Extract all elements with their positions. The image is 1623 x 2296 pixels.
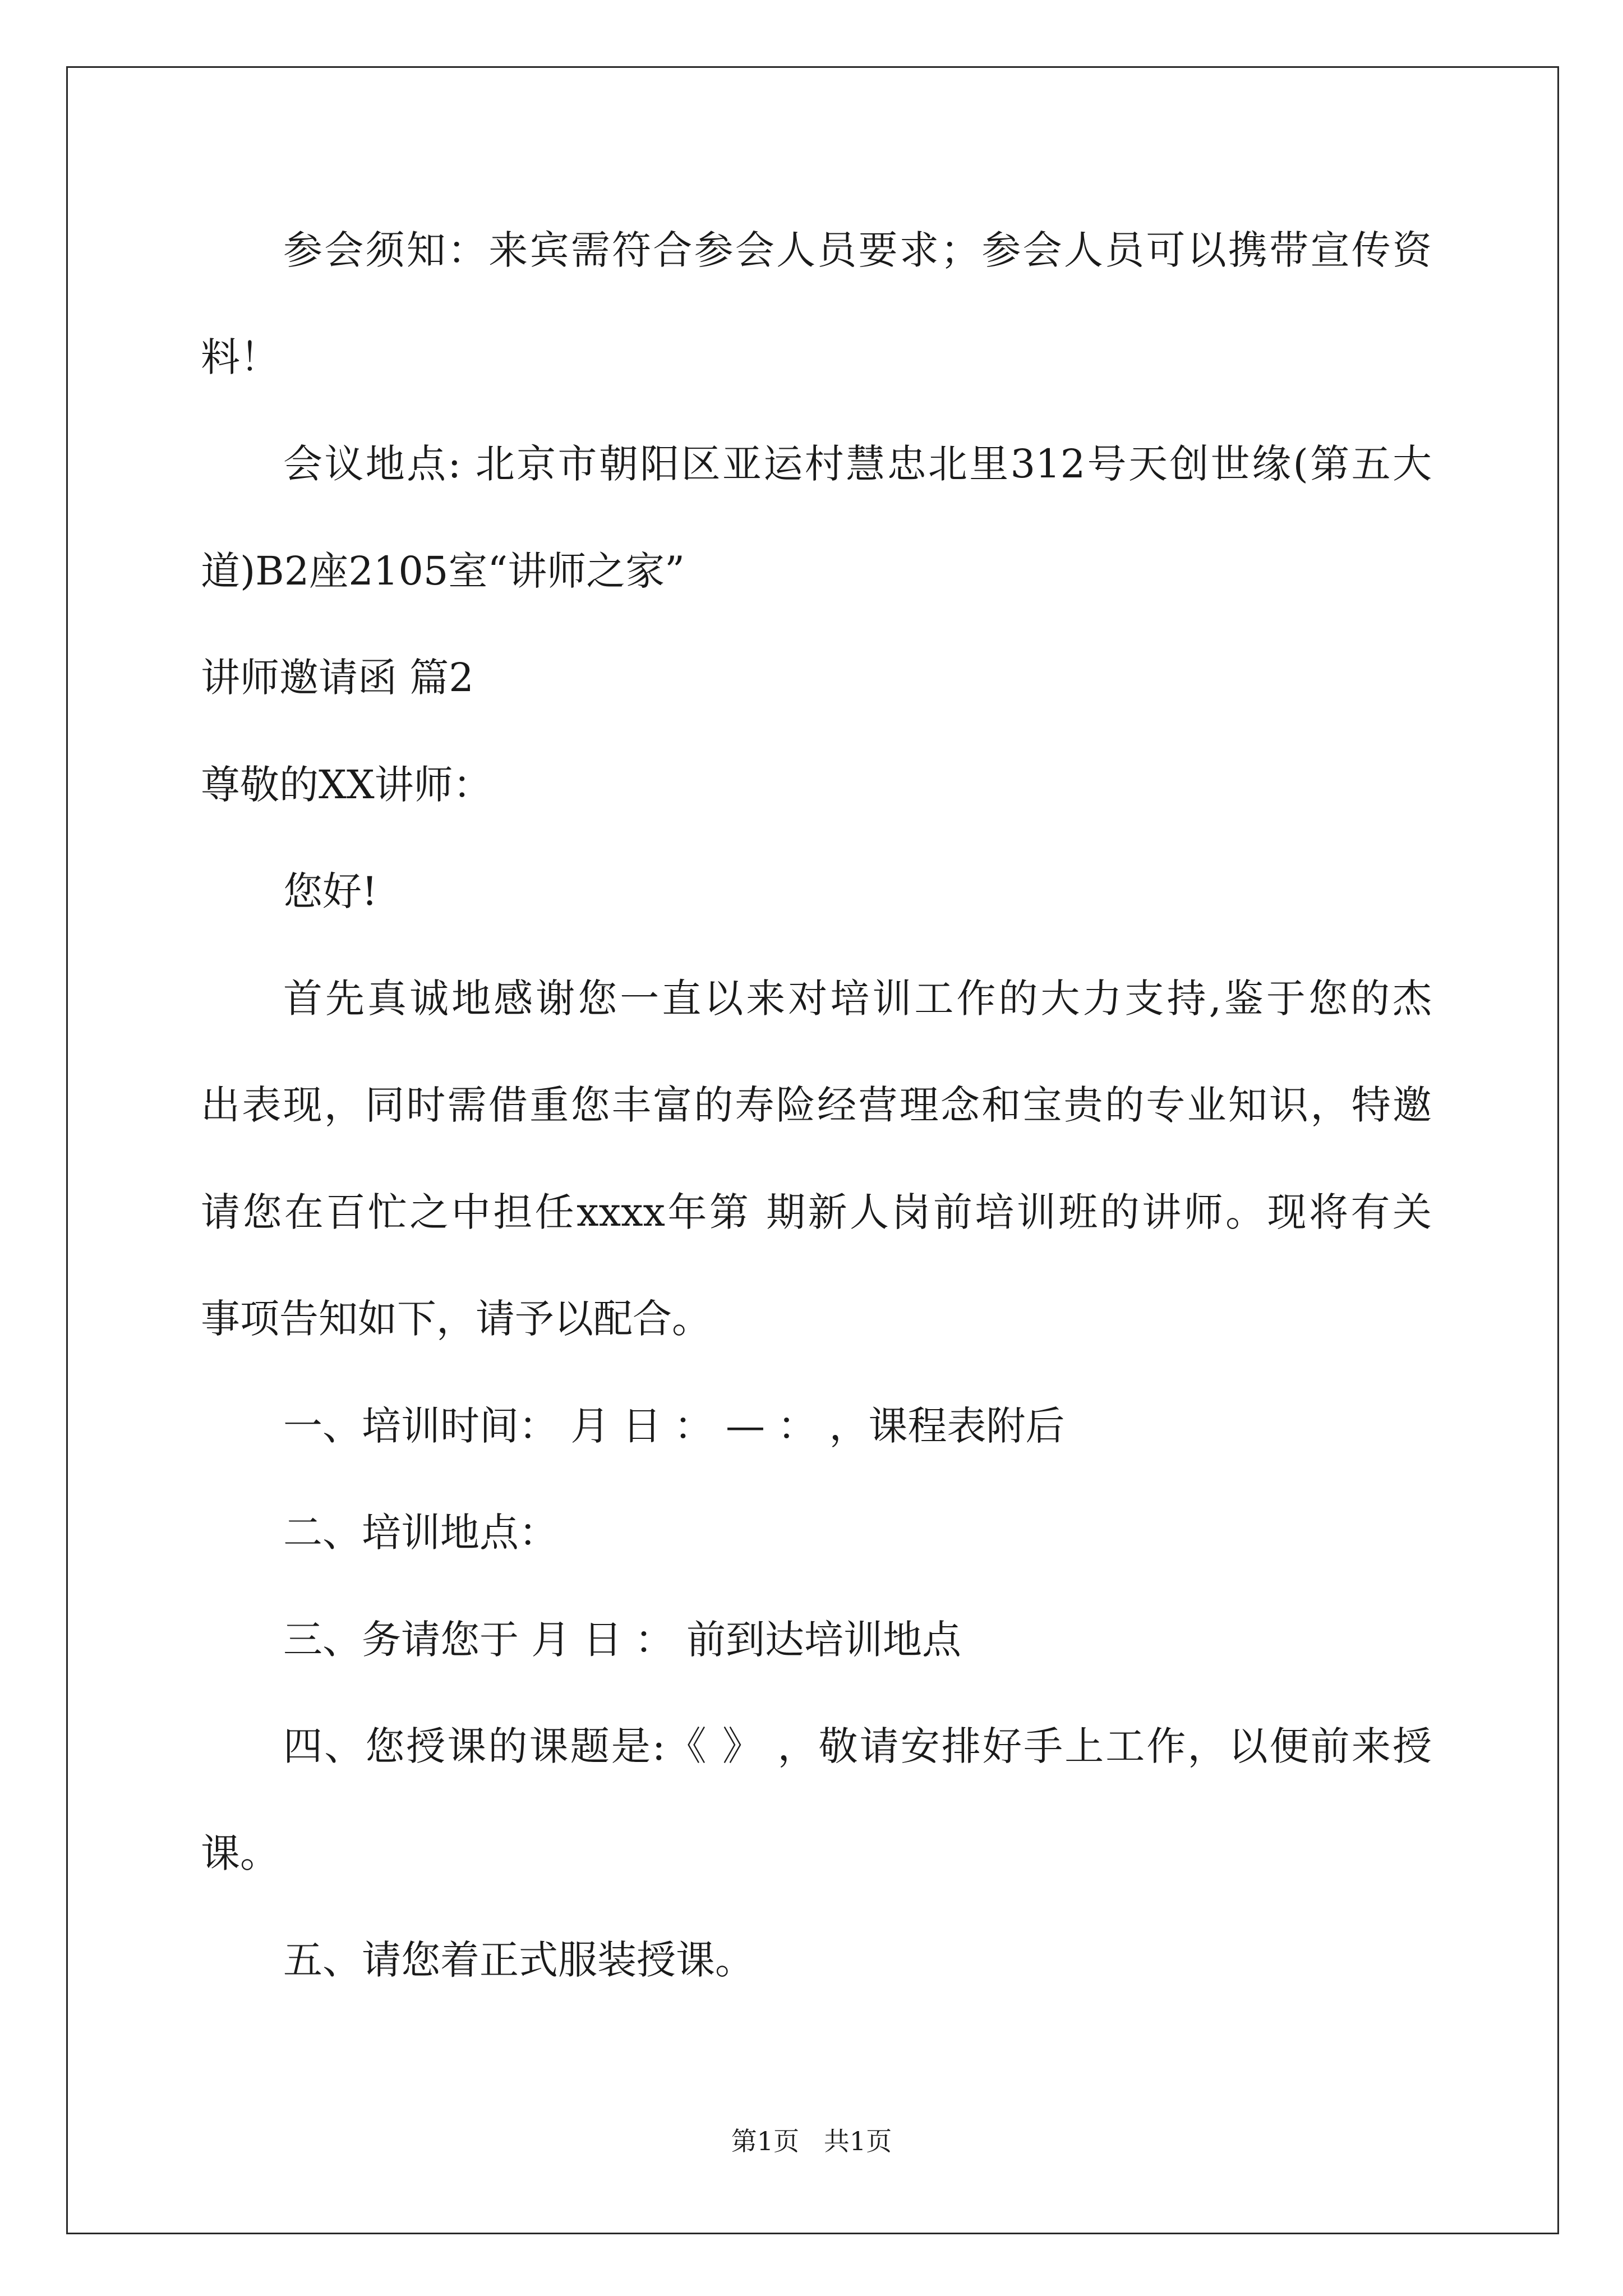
notice-line-1: 参会须知：来宾需符合参会人员要求；参会人员可以携带宣传资 [283,227,1432,273]
body-line-4: 事项告知如下，请予以配合。 [201,1296,711,1342]
body-line-3: 请您在百忙之中担任xxxx年第 期新人岗前培训班的讲师。现将有关 [201,1189,1432,1235]
item-course-topic-line-2: 课。 [201,1830,279,1876]
item-training-location: 二、培训地点： [283,1510,558,1556]
body-line-2: 出表现，同时需借重您丰富的寿险经营理念和宝贵的专业知识，特邀 [201,1082,1432,1128]
body-line-1: 首先真诚地感谢您一直以来对培训工作的大力支持,鉴于您的杰 [283,976,1432,1022]
item-dress-code: 五、请您着正式服装授课。 [283,1937,754,1983]
salutation: 尊敬的XX讲师： [201,762,492,808]
notice-line-2: 料！ [201,334,279,380]
item-arrival-time: 三、务请您于 月 日 ： 前到达培训地点 [283,1617,962,1663]
page-border [66,66,1559,2234]
venue-line-2: 道)B2座2105室“讲师之家” [201,548,685,594]
page-number-footer: 第1页 共1页 [731,2126,892,2156]
section-heading: 讲师邀请函 篇2 [201,655,474,701]
greeting: 您好! [283,868,378,914]
item-training-time: 一、培训时间： 月 日 ： — ： ，课程表附后 [283,1403,1065,1449]
venue-line-1: 会议地点: 北京市朝阳区亚运村慧忠北里312号天创世缘(第五大 [283,441,1432,487]
item-course-topic-line-1: 四、您授课的课题是:《 》 ，敬请安排好手上工作，以便前来授 [283,1723,1432,1769]
